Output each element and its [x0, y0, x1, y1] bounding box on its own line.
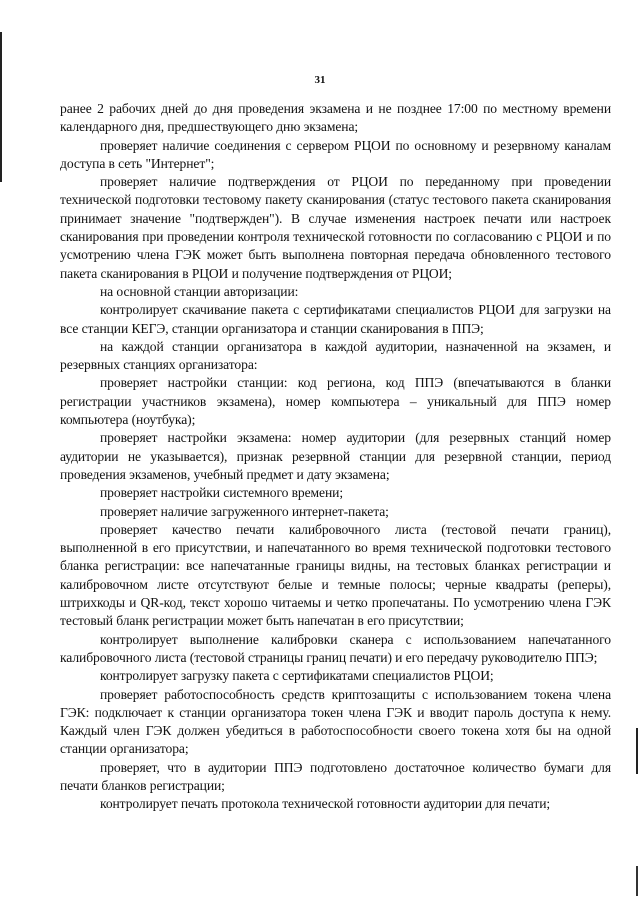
paragraph: контролирует печать протокола технической готовности аудитории для печати;	[100, 796, 551, 812]
paragraph: проверяет настройки системного времени;	[100, 485, 343, 501]
scan-edge-mark	[636, 728, 638, 774]
page-number: 31	[314, 74, 326, 86]
scan-edge-mark	[0, 32, 2, 182]
paragraph: проверяет работоспособность средств криптозащиты с использованием токена члена ГЭК: подключает к станции организатора токен члена ГЭК и вводит пароль доступа к нему. Каждый член ГЭК должен убедиться в работоспособности своего токена хотя бы на одной станции организатора;	[60, 686, 611, 757]
paragraph: контролирует скачивание пакета с сертификатами специалистов РЦОИ для загрузки на все станции КЕГЭ, станции организатора и станции сканирования в ППЭ;	[60, 302, 611, 336]
paragraph: контролирует загрузку пакета с сертификатами специалистов РЦОИ;	[100, 668, 494, 684]
paragraph: проверяет настройки станции: код региона, код ППЭ (впечатываются в бланки регистрации участников экзамена), номер компьютера – уникальный для ППЭ номер компьютера (ноутбука);	[60, 375, 611, 428]
paragraph: проверяет, что в аудитории ППЭ подготовлено достаточное количество бумаги для печати бланков регистрации;	[60, 759, 611, 793]
paragraph: на каждой станции организатора в каждой аудитории, назначенной на экзамен, и резервных станциях организатора:	[60, 338, 611, 373]
paragraph: проверяет наличие соединения с сервером РЦОИ по основному и резервному каналам доступа в сеть "Интернет";	[60, 137, 611, 171]
document-body	[60, 100, 611, 814]
paragraph: проверяет наличие загруженного интернет-пакета;	[100, 503, 389, 519]
paragraph: контролирует выполнение калибровки сканера с использованием напечатанного калибровочного листа (тестовой страницы границ печати) и его передачу руководителю ППЭ;	[60, 631, 611, 665]
paragraph: проверяет настройки экзамена: номер аудитории (для резервных станций номер аудитории не указывается), признак резервной станции для резервной станции, период проведения экзаменов, учебный предмет и дату экзамена;	[60, 430, 611, 482]
paragraph: ранее 2 рабочих дней до дня проведения экзамена и не позднее 17:00 по местному времени календарного дня, предшествующего дню экзамена;	[60, 101, 611, 135]
paragraph: проверяет наличие подтверждения от РЦОИ по переданному при проведении технической подготовки тестовому пакету сканирования (статус тестового пакета сканирования принимает значение "подтвержден"). В случае изменения настроек печати или настроек сканирования при проведении контроля технической готовности по согласованию с РЦОИ и по усмотрению члена ГЭК может быть выполнена повторная передача обновленного тестового пакета сканирования в РЦОИ и получение подтверждения от РЦОИ;	[60, 174, 611, 281]
paragraph: на основной станции авторизации:	[100, 283, 299, 299]
paragraph: проверяет качество печати калибровочного листа (тестовой печати границ), выполненной в его присутствии, и напечатанного во время технической подготовки тестового бланка регистрации: все напечатанные границы видны, на тестовых бланках регистрации и калибровочном листе отсутствуют белые и темные полосы; черные квадраты (реперы), штрихкоды и QR-код, текст хорошо читаемы и четко пропечатаны. По усмотрению члена ГЭК тестовый бланк регистрации может быть напечатан в его присутствии;	[60, 521, 611, 629]
scan-edge-mark	[636, 866, 638, 896]
